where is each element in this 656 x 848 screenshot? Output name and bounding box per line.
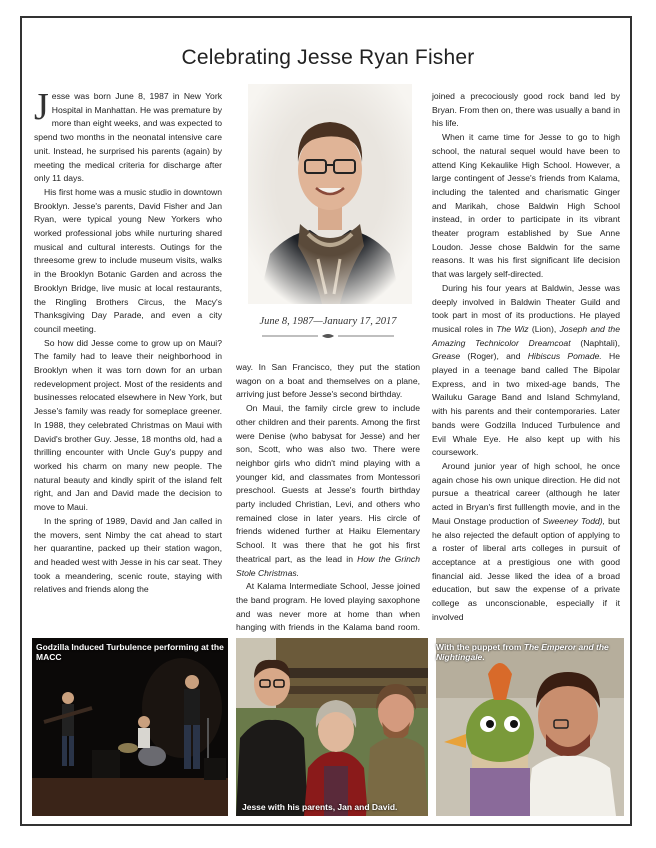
column-1 [34, 86, 222, 620]
work-title: How the Grinch Stole Christmas. [236, 553, 420, 578]
paragraph: When it came time for Jesse to go to high school, the natural sequel would have been to attend King Kekaulike High School. However, a large contingent of Jesse's friends from Kalama, including the talented and charismatic Ginger and Marikah, chose Baldwin High School instead, in order to participate in its vibrant theater program established by Sue Anne Loudon. Jesse chose Baldwin for the same reasons. It was his first significant life decision that was largely self-directed. [432, 132, 620, 280]
band-photo [32, 638, 228, 816]
life-dates-caption: June 8, 1987—January 17, 2017 [259, 316, 397, 327]
photo-caption: With the puppet from The Emperor and the Nightingale. [436, 642, 609, 662]
paragraph: way. In San Francisco, they put the station wagon on a boat and themselves on a plane, arriving just before Jesse's second birthday. [236, 362, 420, 400]
family-photo [236, 638, 428, 816]
column-2 [236, 361, 420, 633]
photo-caption: Godzilla Induced Turbulence performing at the MACC [36, 642, 224, 662]
portrait-photo [248, 84, 412, 304]
paragraph: On Maui, the family circle grew to include other children and their parents. Among the first were Denise (who babysat for Jesse) and her son, Scott, who was also two. There were neighbor girls who didn't mind playing with a younger kid, and classmates from Montessori preschool. Guests at Jesse's fourth birthday party included Christian, Levi, and others who remained close in later years. His circle of friends widened further at Haiku Elementary School. It was there that he got his first theatrical part, as the lead in How the Grinch Stole Christmas. [236, 403, 420, 578]
paragraph: Around junior year of high school, he once again chose his own unique direction. He did not pursue a theatrical career (although he later acted in Bryan's first fulllength movie, and in the Maui Onstage production of Sweeney Todd), but he also rejected the default option of applying to a roster of liberal arts colleges in pursuit of acceptance at a prestigious one with good financial aid. Jesse liked the idea of a broad education, but saw the expense of a private college as unconscionable, especially if it involved [432, 460, 621, 622]
paragraph: joined a precociously good rock band led by Bryan. From then on, there was usually a band in his life. [432, 91, 620, 129]
paragraph: In the spring of 1989, David and Jan called in the movers, sent Nimby the cat ahead to start her quarantine, packed up their station wagon, and headed west with Jesse in his car seat. They took a meandering, scenic route, staying with relatives and friends along the [34, 515, 222, 595]
column-3 [432, 90, 620, 620]
photo-caption: Jesse with his parents, Jan and David. [242, 802, 398, 812]
paragraph: His first home was a music studio in downtown Brooklyn. Jesse's parents, David Fisher and Jan Ryan, were typical young New Yorkers who worked professional jobs while nurturing shared musical and cultural interests. Outings for the threesome grew to include museum visits, walks in the Brooklyn Botanic Garden and across the Brooklyn Bridge, live music at local restaurants, the Ringling Brothers Circus, the Macy's Thanksgiving Day Parade, and even a city council meeting. [34, 186, 222, 334]
paragraph: So how did Jesse come to grow up on Maui? The family had to leave their neighborhood in Brooklyn when it was torn down for an urban redevelopment project. Most of the residents and businesses relocated elsewhere in New York, but Jesse's family was ready for someplace greener. In 1988, they celebrated Christmas on Maui with David's brother Guy. Jesse, 18 months old, had a thrilling encounter with Uncle Guy's puppy and worked his charm on many new people. The natural beauty and kindly spirit of the island felt right, and Jan and David made the decision to move to Maui. [34, 337, 222, 513]
page-title: Celebrating Jesse Ryan Fisher [181, 46, 475, 69]
paragraph: At Kalama Intermediate School, Jesse joined the band program. He loved playing saxophone and was never more at home than when hanging with friends in the Kalama band room. [236, 581, 420, 633]
drop-cap: J [34, 86, 49, 128]
ornament-divider [262, 332, 394, 340]
paragraph: During his four years at Baldwin, Jesse was deeply involved in Baldwin Theater Guild and took part in most of its productions. He played musical roles in The Wiz (Lion), Joseph and the Amazing Technicolor Dreamcoat (Naphtali), Grease (Roger), and Hibiscus Pomade. He played in a teenage band called The Bipolar Express, and in two mixed-age bands, The Wailuku Garage Band and Island Schmyland, with his parents and their contemporaries. Later bands were Godzilla Induced Turbulence and Evil Whale Eye. He also kept up with his coursework. [432, 282, 621, 458]
paragraph: Jesse was born June 8, 1987 in New York Hospital in Manhattan. He was premature by more than eight weeks, and was expected to spend two months in the neonatal intensive care unit. Instead, he surprised his parents (again) by meeting the medical criteria for discharge after only 11 days. [34, 86, 222, 184]
puppet-photo [436, 638, 624, 816]
